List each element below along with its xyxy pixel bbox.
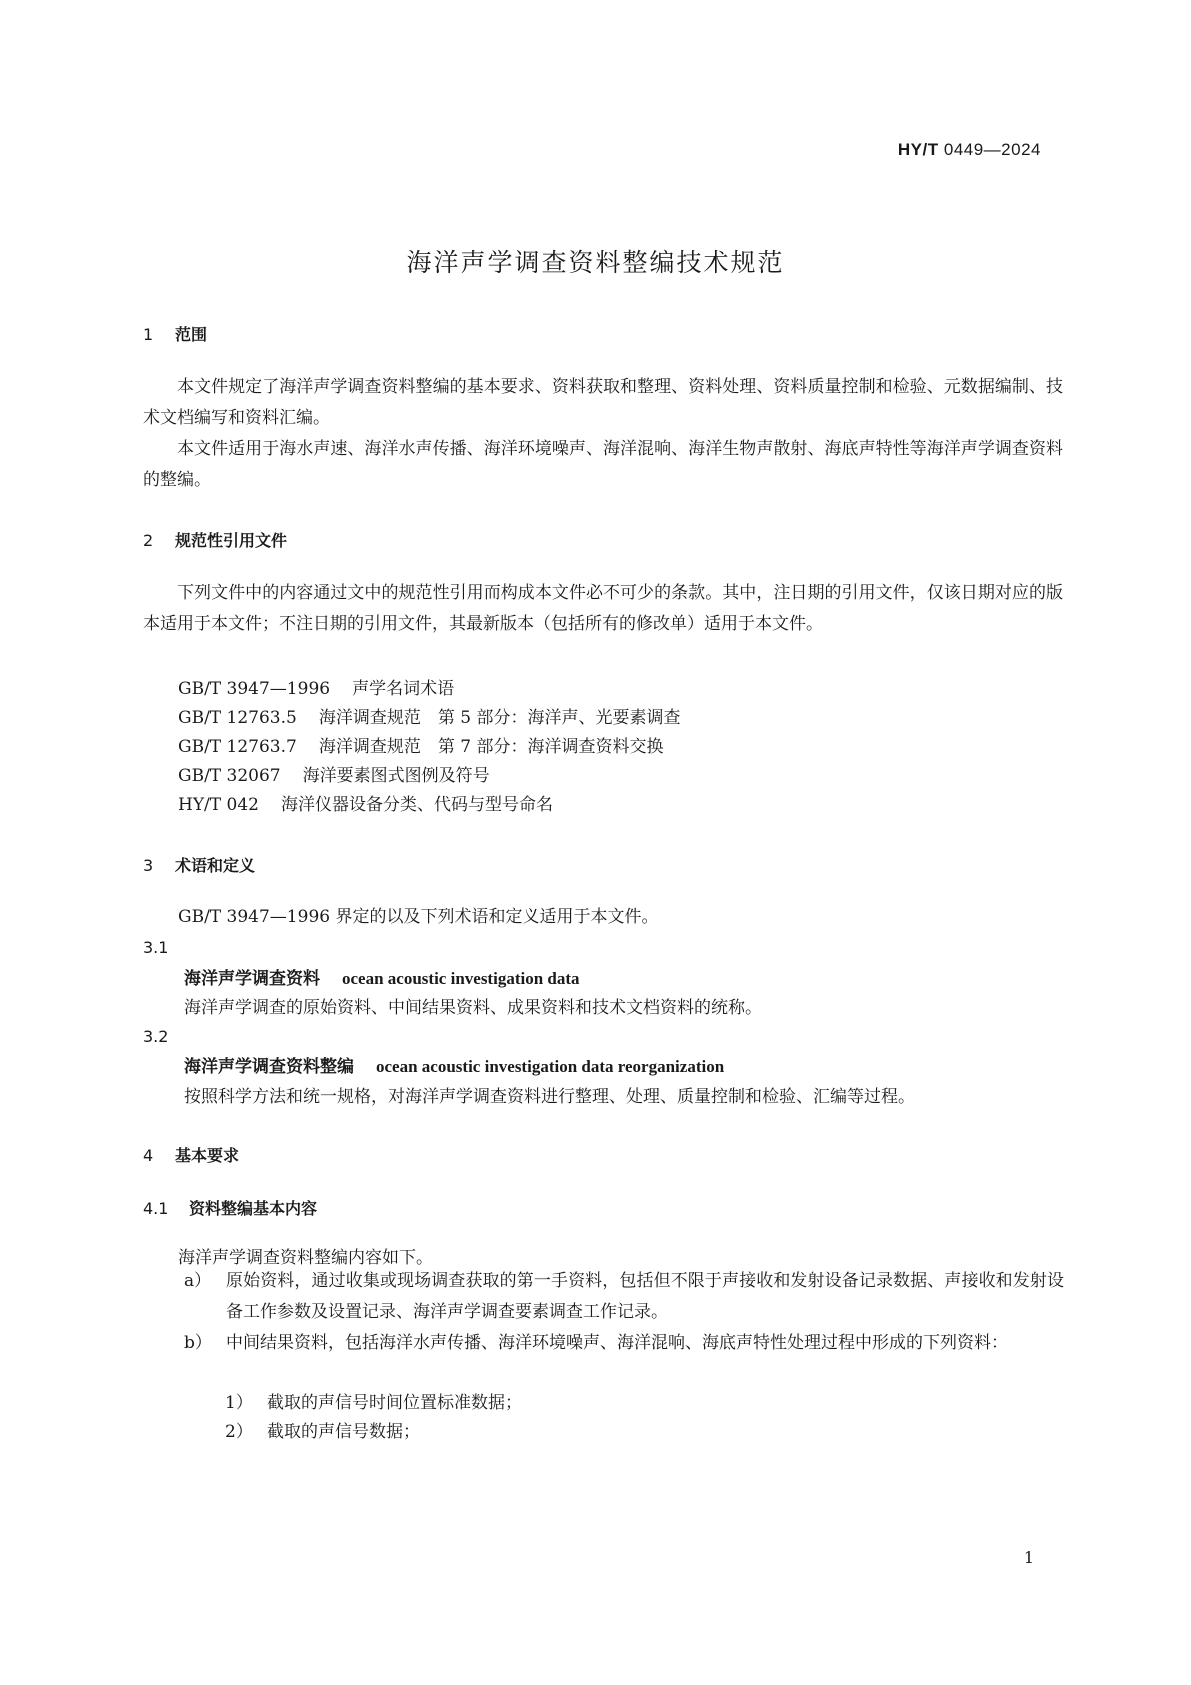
reference-code: GB/T 12763.5 — [178, 708, 297, 728]
section-1-heading — [143, 322, 207, 345]
term-title — [184, 1052, 724, 1077]
reference-code: GB/T 3947—1996 — [178, 679, 331, 699]
reference-item — [178, 732, 663, 757]
term-zh: 海洋声学调查资料 — [184, 969, 320, 989]
reference-title: 海洋仪器设备分类、代码与型号命名 — [280, 795, 553, 815]
reference-item — [178, 674, 454, 699]
sub-list-text: 截取的声信号数据； — [267, 1422, 420, 1442]
list-text: 中间结果资料，包括海洋水声传播、海洋环境噪声、海洋混响、海底声特性处理过程中形成的下列资料： — [226, 1333, 1008, 1353]
section-number: 2 — [143, 531, 154, 550]
standard-prefix: HY/T — [897, 140, 939, 159]
reference-item — [178, 703, 680, 728]
term-zh: 海洋声学调查资料整编 — [184, 1057, 354, 1077]
term-number: 3.2 — [143, 1027, 169, 1046]
reference-title: 海洋要素图式图例及符号 — [302, 766, 490, 786]
section-title: 术语和定义 — [175, 856, 256, 875]
reference-title: 海洋调查规范 第 7 部分：海洋调查资料交换 — [318, 737, 664, 757]
term-definition: 海洋声学调查的原始资料、中间结果资料、成果资料和技术文档资料的统称。 — [184, 998, 762, 1018]
sub-list-marker: 1） — [225, 1393, 253, 1413]
term-definition: 按照科学方法和统一规格，对海洋声学调查资料进行整理、处理、质量控制和检验、汇编等过程。 — [184, 1087, 915, 1107]
reference-item — [178, 761, 490, 786]
reference-code: GB/T 12763.7 — [178, 737, 297, 757]
sub-list-item — [225, 1388, 522, 1413]
section-3-heading — [143, 853, 255, 876]
reference-code: HY/T 042 — [178, 795, 259, 815]
list-item-a — [184, 1266, 1064, 1328]
section-4-heading — [143, 1143, 239, 1166]
section-1-paragraph-1: 本文件规定了海洋声学调查资料整编的基本要求、资料获取和整理、资料处理、资料质量控制和检验、元数据编制、技术文档编写和资料汇编。 — [143, 377, 1063, 428]
list-marker: a） — [184, 1271, 212, 1291]
section-number: 3 — [143, 856, 154, 875]
reference-title: 海洋调查规范 第 5 部分：海洋声、光要素调查 — [318, 708, 681, 728]
sub-list-text: 截取的声信号时间位置标准数据； — [267, 1393, 522, 1413]
document-title: 海洋声学调查资料整编技术规范 — [406, 248, 785, 277]
subsection-number: 4.1 — [143, 1199, 169, 1218]
term-en: ocean acoustic investigation data — [342, 969, 580, 988]
reference-code: GB/T 32067 — [178, 766, 281, 786]
term-en: ocean acoustic investigation data reorganization — [376, 1057, 725, 1076]
section-3-intro: GB/T 3947—1996 界定的以及下列术语和定义适用于本文件。 — [178, 907, 659, 927]
subsection-4-1-heading — [143, 1196, 317, 1219]
standard-number — [898, 140, 1041, 160]
list-marker: b） — [184, 1333, 212, 1353]
section-2-paragraph: 下列文件中的内容通过文中的规范性引用而构成本文件必不可少的条款。其中，注日期的引用文件，仅该日期对应的版本适用于本文件；不注日期的引用文件，其最新版本（包括所有的修改单）适用于本文件。 — [143, 583, 1063, 634]
list-item-b — [184, 1328, 1064, 1359]
sub-list-marker: 2） — [225, 1422, 253, 1442]
term-number: 3.1 — [143, 938, 169, 957]
section-2-heading — [143, 528, 287, 551]
list-text: 原始资料，通过收集或现场调查获取的第一手资料，包括但不限于声接收和发射设备记录数据、声接收和发射设备工作参数及设置记录、海洋声学调查要素调查工作记录。 — [226, 1271, 1064, 1322]
reference-item — [178, 790, 553, 815]
section-title: 规范性引用文件 — [175, 531, 288, 550]
subsection-intro: 海洋声学调查资料整编内容如下。 — [178, 1248, 433, 1268]
section-number: 4 — [143, 1146, 154, 1165]
reference-title: 声学名词术语 — [352, 679, 455, 699]
section-title: 基本要求 — [175, 1146, 240, 1165]
subsection-title: 资料整编基本内容 — [189, 1199, 318, 1218]
term-title — [184, 964, 580, 989]
standard-code: 0449—2024 — [943, 140, 1041, 159]
section-number: 1 — [143, 325, 154, 344]
section-title: 范围 — [175, 325, 208, 344]
sub-list-item — [225, 1417, 420, 1442]
section-1-paragraph-2: 本文件适用于海水声速、海洋水声传播、海洋环境噪声、海洋混响、海洋生物声散射、海底声特性等海洋声学调查资料的整编。 — [143, 439, 1063, 490]
page-number: 1 — [1023, 1548, 1034, 1567]
